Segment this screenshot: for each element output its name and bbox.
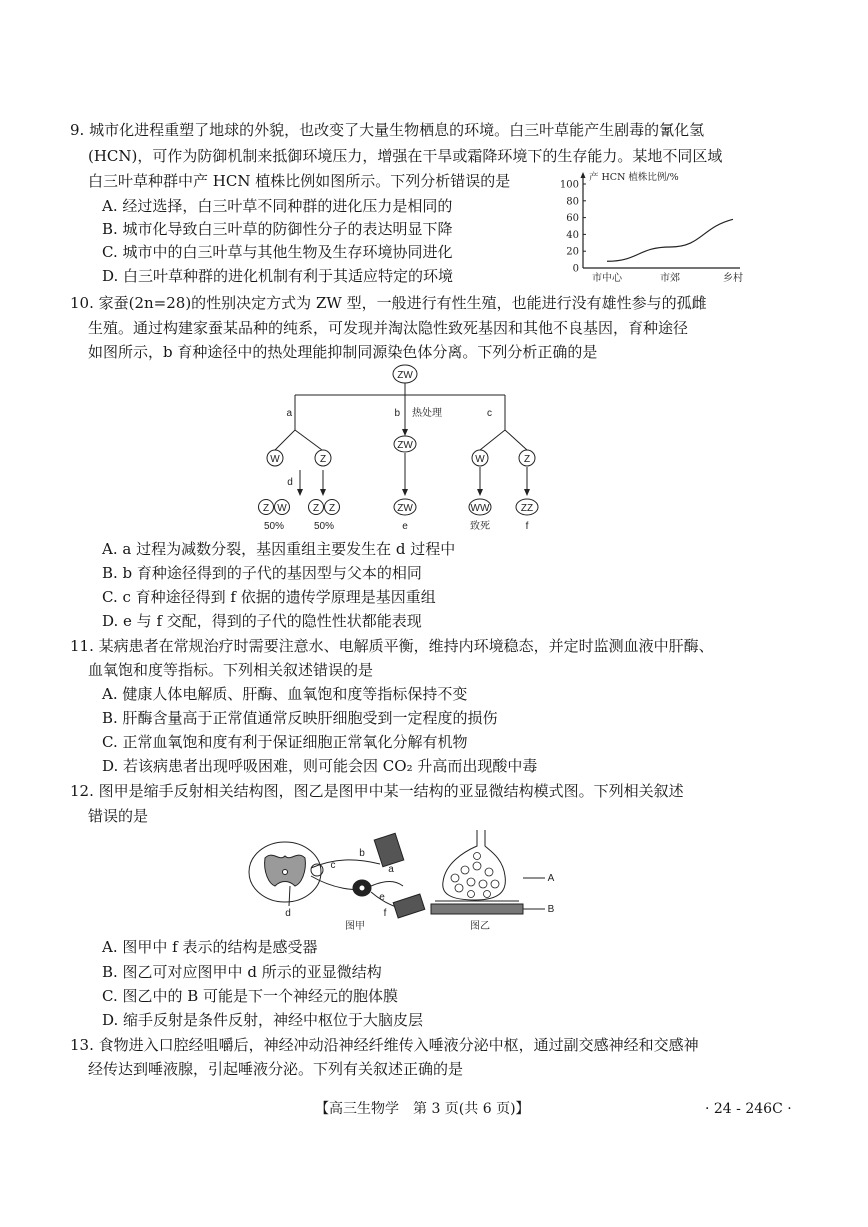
label-a: a	[388, 864, 394, 875]
y-tick-label: 80	[566, 196, 579, 208]
y-axis-label: 产 HCN 植株比例/%	[589, 172, 679, 183]
series-line	[607, 219, 733, 261]
q10-stem-line3: 如图所示，b 育种途径中的热处理能抑制同源染色体分离。下列分析正确的是	[88, 343, 598, 361]
lethal-label: 致死	[470, 521, 490, 532]
branch-d-label: d	[287, 477, 293, 488]
y-tick-label: 40	[566, 229, 579, 241]
q9-stem-line2: (HCN)，可作为防御机制来抵御环境压力，增强在干旱或霜降环境下的生存能力。某地不同区域	[88, 147, 723, 165]
offspring-z2: Z	[312, 503, 320, 514]
gamete-z-c: Z	[523, 454, 531, 465]
q9-option-c: C. 城市中的白三叶草与其他生物及生存环境协同进化	[102, 243, 453, 261]
y-tick-label: 60	[566, 213, 579, 225]
q9-option-b: B. 城市化导致白三叶草的防御性分子的表达明显下降	[102, 220, 453, 238]
heat-zw-1: ZW	[397, 440, 413, 451]
y-axis-arrow-icon	[581, 172, 586, 178]
heat-treatment-label: 热处理	[412, 408, 442, 419]
root-zw-label: ZW	[397, 370, 413, 381]
label-f: f	[383, 908, 387, 919]
receptor-skin	[393, 894, 425, 918]
gamete-w-a: W	[270, 454, 280, 465]
x-tick-label: 市中心	[592, 273, 622, 284]
heat-zw-2: ZW	[397, 503, 413, 514]
result-e-label: e	[402, 521, 408, 532]
q10-option-c: C. c 育种途径得到 f 依据的遗传学原理是基因重组	[102, 588, 436, 606]
q12-option-d: D. 缩手反射是条件反射，神经中枢位于大脑皮层	[102, 1011, 424, 1029]
postsynaptic-membrane	[431, 904, 523, 914]
q11-option-a: A. 健康人体电解质、肝酶、血氧饱和度等指标保持不变	[102, 685, 468, 703]
q13-stem-line1: 13. 食物进入口腔经咀嚼后，神经冲动沿神经纤维传入唾液分泌中枢，通过副交感神经和交感神	[70, 1036, 699, 1054]
gamete-w-c: W	[475, 454, 485, 465]
page-footer-code: · 24 - 246C ·	[705, 1101, 792, 1117]
q12-stem-line2: 错误的是	[88, 807, 149, 825]
result-ww: WW	[470, 503, 490, 514]
offspring-z3: Z	[328, 503, 336, 514]
offspring-w1: W	[277, 503, 287, 514]
y-tick-label: 100	[559, 179, 579, 191]
branch-c-label: c	[487, 408, 492, 419]
q9-stem-line3: 白三叶草种群中产 HCN 植株比例如图所示。下列分析错误的是	[88, 172, 511, 190]
q11-stem-line1: 11. 某病患者在常规治疗时需要注意水、电解质平衡，维持内环境稳态，并定时监测血液中肝酶、	[70, 637, 714, 655]
q9-option-a: A. 经过选择，白三叶草不同种群的进化压力是相同的	[102, 197, 453, 215]
q12-stem-line1: 12. 图甲是缩手反射相关结构图，图乙是图甲中某一结构的亚显微结构模式图。下列相关叙述	[70, 782, 684, 800]
branch-b-label: b	[394, 408, 400, 419]
q13-stem-line2: 经传达到唾液腺，引起唾液分泌。下列有关叙述正确的是	[88, 1060, 464, 1078]
q12-option-c: C. 图乙中的 B 可能是下一个神经元的胞体膜	[102, 987, 399, 1005]
gamete-z-a: Z	[319, 454, 327, 465]
effector-muscle	[374, 833, 404, 866]
label-c: c	[330, 860, 336, 871]
q11-option-d: D. 若该病患者出现呼吸困难，则可能会因 CO₂ 升高而出现酸中毒	[102, 757, 538, 775]
y-tick-label: 0	[572, 263, 579, 275]
label-d: d	[285, 908, 291, 919]
offspring-z1: Z	[262, 503, 270, 514]
q12-option-b: B. 图乙可对应图甲中 d 所示的亚显微结构	[102, 963, 382, 981]
q12-option-a: A. 图甲中 f 表示的结构是感受器	[102, 938, 318, 956]
x-tick-label: 市郊	[660, 273, 680, 284]
q11-option-c: C. 正常血氧饱和度有利于保证细胞正常氧化分解有机物	[102, 733, 468, 751]
label-B: B	[547, 904, 555, 915]
label-A: A	[547, 873, 555, 884]
reflex-arc-figures	[245, 828, 565, 933]
silkworm-breeding-diagram	[250, 362, 570, 537]
result-zz: ZZ	[520, 503, 534, 514]
figure-jia-caption: 图甲	[345, 921, 365, 932]
q10-option-b: B. b 育种途径得到的子代的基因型与父本的相同	[102, 564, 422, 582]
q10-stem-line2: 生殖。通过构建家蚕某品种的纯系，可发现并淘汰隐性致死基因和其他不良基因，育种途径	[88, 319, 689, 337]
q9-option-d: D. 白三叶草种群的进化机制有利于其适应特定的环境	[102, 267, 454, 285]
y-tick-label: 20	[566, 246, 579, 258]
q11-stem-line2: 血氧饱和度等指标。下列相关叙述错误的是	[88, 661, 374, 679]
branch-a-label: a	[286, 408, 292, 419]
x-tick-label: 乡村	[723, 273, 743, 284]
q10-option-a: A. a 过程为减数分裂，基因重组主要发生在 d 过程中	[102, 540, 456, 558]
page-footer-center: 【高三生物学 第 3 页(共 6 页)】	[315, 1101, 530, 1117]
label-b: b	[359, 848, 365, 859]
label-e: e	[379, 892, 385, 903]
q10-stem-line1: 10. 家蚕(2n=28)的性别决定方式为 ZW 型，一般进行有性生殖，也能进行没有雄性参与的孤雌	[70, 294, 707, 312]
ratio-50-1: 50%	[263, 521, 285, 532]
ratio-50-2: 50%	[313, 521, 335, 532]
figure-yi-caption: 图乙	[470, 921, 490, 932]
hcn-line-chart	[555, 168, 745, 288]
result-f-label: f	[525, 521, 529, 532]
q11-option-b: B. 肝酶含量高于正常值通常反映肝细胞受到一定程度的损伤	[102, 709, 498, 727]
q9-stem-line1: 9. 城市化进程重塑了地球的外貌，也改变了大量生物栖息的环境。白三叶草能产生剧毒的氰化氢	[70, 121, 705, 139]
q10-option-d: D. e 与 f 交配，得到的子代的隐性性状都能表现	[102, 612, 422, 630]
